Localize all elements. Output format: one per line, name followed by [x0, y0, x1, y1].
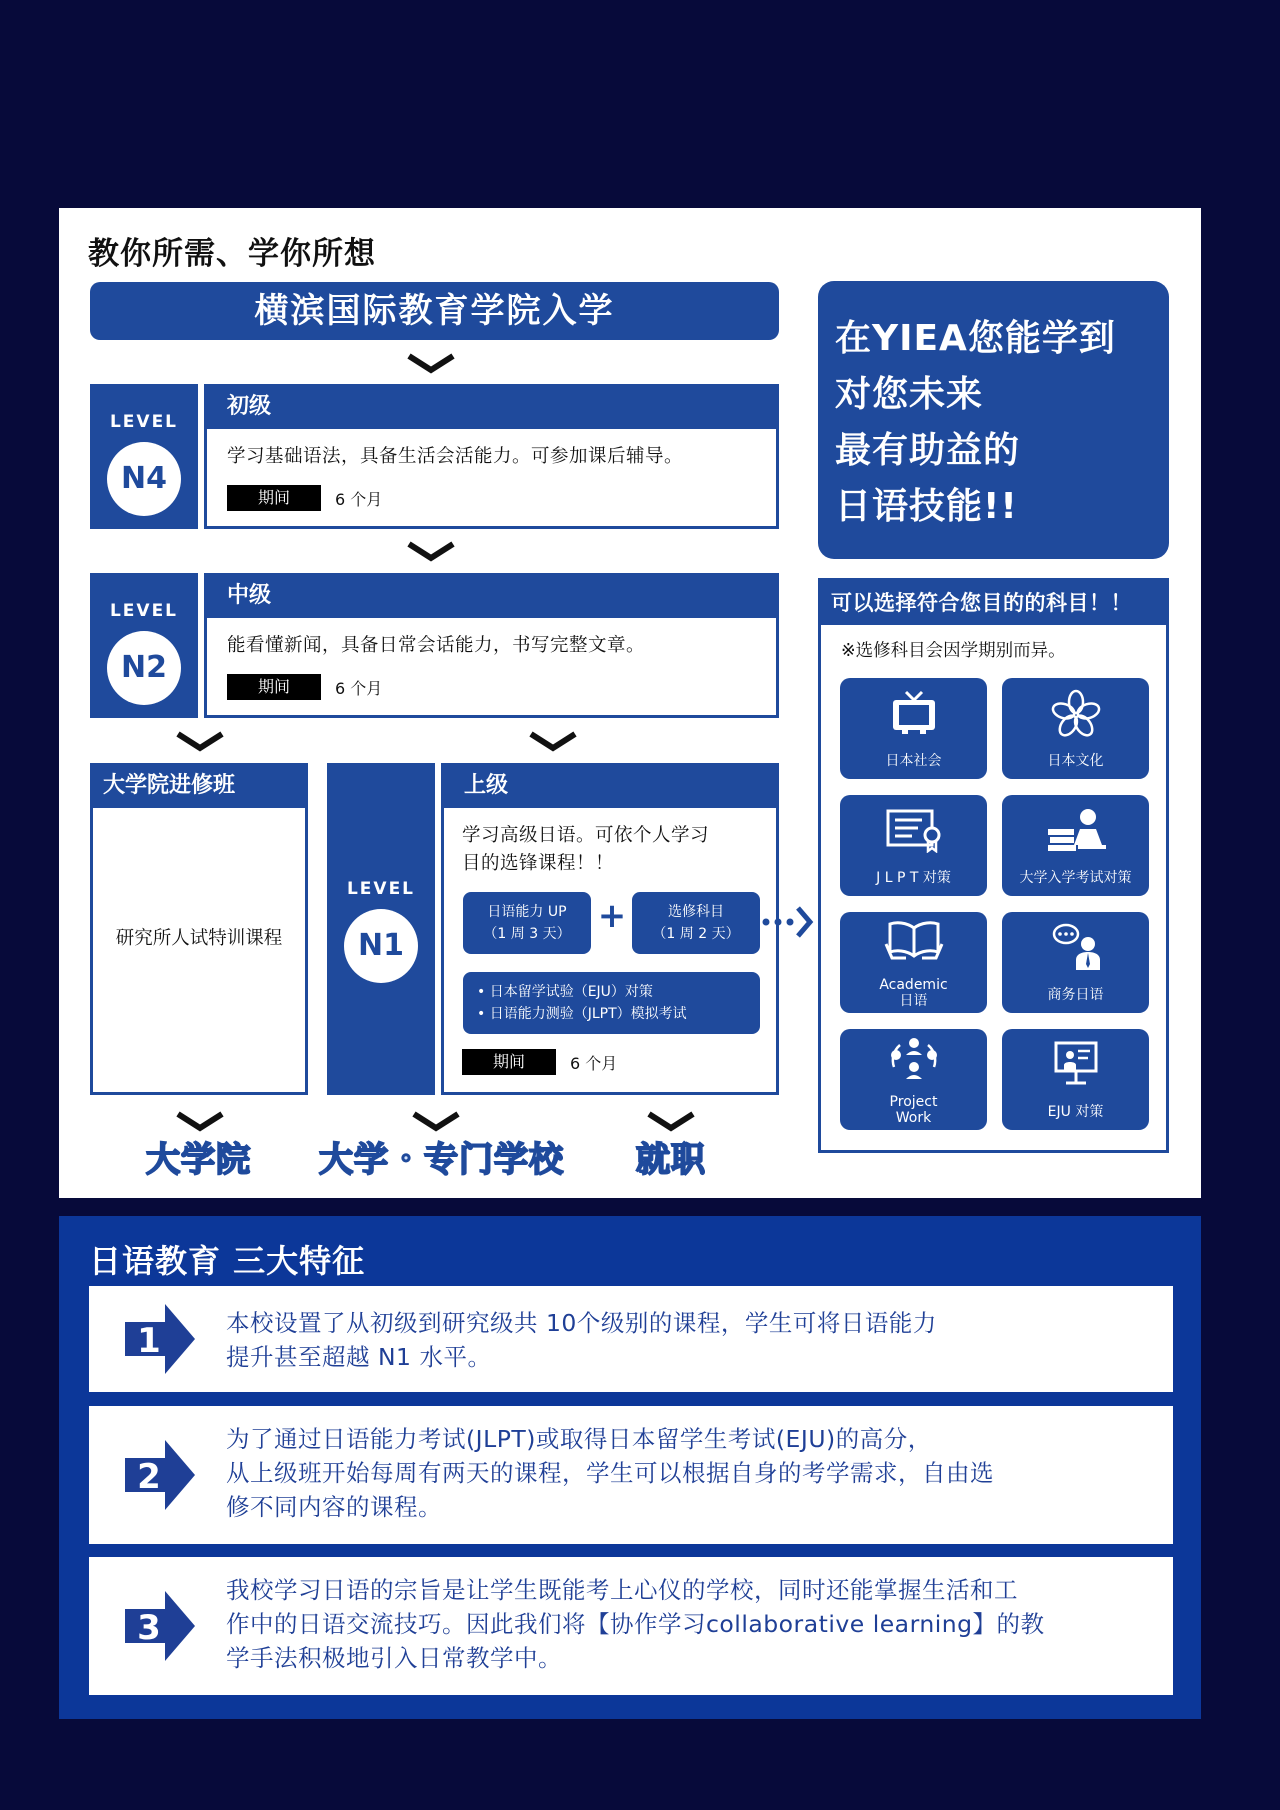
grad-prep-box [90, 763, 308, 1095]
level-n4-badge [90, 384, 198, 529]
study-icon [1044, 805, 1108, 853]
feature-line: 我校学习日语的宗旨是让学生既能考上心仪的学校，同时还能掌握生活和工 [226, 1576, 1018, 1604]
subject-business-japanese [1002, 912, 1149, 1013]
promo-box [818, 281, 1169, 559]
subject-label-line: Project [889, 1094, 938, 1110]
chevron-down-icon [174, 1110, 226, 1132]
chevron-down-icon [527, 730, 579, 752]
subject-label-line: 日语 [899, 993, 928, 1009]
feature-line: 本校设置了从初级到研究级共 10个级别的课程，学生可将日语能力 [226, 1309, 937, 1337]
period-tag: 期间 [227, 674, 321, 700]
number-arrow-icon [125, 1440, 197, 1510]
chevron-down-icon [405, 540, 457, 562]
feature-number: 3 [137, 1608, 161, 1648]
feature-number: 2 [137, 1457, 161, 1497]
open-book-icon [884, 918, 944, 962]
grad-prep-body: 研究所人试特训课程 [115, 928, 283, 949]
course-period [227, 674, 776, 700]
subject-label: 日本文化 [1047, 753, 1104, 769]
chevron-down-icon [410, 1110, 462, 1132]
level-label: LEVEL [109, 601, 179, 621]
promo-line: 日语技能!! [835, 486, 1018, 527]
number-arrow-icon [125, 1591, 197, 1661]
feature-text [226, 1573, 1113, 1675]
level-n1-badge [327, 763, 435, 1095]
destination-graduate-school: 大学院 [146, 1140, 251, 1180]
subject-label [840, 977, 987, 1009]
subject-university-entrance [1002, 795, 1149, 896]
course-n1 [441, 763, 779, 1095]
period-tag: 期间 [227, 485, 321, 511]
number-arrow-icon [125, 1304, 197, 1374]
promo-line: 在YIEA您能学到 [835, 318, 1116, 359]
feature-number: 1 [137, 1321, 161, 1361]
period-value: 6 个月 [335, 489, 383, 509]
electives-note: ※选修科目会因学期别而异。 [841, 641, 1066, 661]
entry-banner: 横滨国际教育学院入学 [90, 282, 779, 340]
tv-icon [888, 688, 940, 736]
page-headline: 教你所需、学你所想 [88, 236, 376, 272]
subject-label: 大学入学考试对策 [1019, 870, 1132, 886]
option-freq: （1 周 2 天） [652, 926, 740, 942]
subject-japanese-culture [1002, 678, 1149, 779]
feature-line: 为了通过日语能力考试(JLPT)或取得日本留学生考试(EJU)的高分， [226, 1425, 932, 1453]
feature-line: 修不同内容的课程。 [226, 1493, 442, 1521]
subject-academic-japanese [840, 912, 987, 1013]
subject-label-line: Work [895, 1110, 932, 1126]
option-label: 日语能力 UP [487, 904, 567, 920]
features-title: 日语教育 三大特征 [89, 1242, 366, 1280]
subject-label-line: Academic [879, 977, 948, 993]
promo-line: 最有助益的 [835, 430, 1021, 471]
course-title: 中级 [207, 576, 776, 618]
certificate-icon [884, 805, 944, 853]
period-tag: 期间 [462, 1049, 556, 1075]
course-desc [444, 808, 776, 878]
course-desc: 能看懂新闻，具备日常会话能力，书写完整文章。 [227, 635, 646, 656]
feature-item-1 [89, 1286, 1173, 1392]
feature-line: 提升甚至超越 N1 水平。 [226, 1343, 492, 1371]
subject-label: 日本社会 [885, 753, 942, 769]
course-n4 [204, 384, 779, 529]
chevron-down-icon [405, 352, 457, 374]
subject-eju [1002, 1029, 1149, 1130]
feature-line: 学手法积极地引入日常教学中。 [226, 1644, 562, 1672]
subject-label: J L P T 对策 [876, 870, 951, 886]
level-n1-circle: N1 [344, 909, 418, 983]
feature-item-3 [89, 1557, 1173, 1695]
plus-icon: + [597, 896, 627, 936]
destination-employment: 就职 [636, 1140, 706, 1180]
business-talk-icon [1046, 922, 1106, 972]
option-freq: （1 周 3 天） [483, 926, 571, 942]
subject-label: EJU 对策 [1047, 1104, 1104, 1120]
level-n2-circle: N2 [107, 631, 181, 705]
feature-line: 从上级班开始每周有两天的课程，学生可以根据自身的考学需求，自由选 [226, 1459, 994, 1487]
option-japanese-up [463, 892, 591, 954]
chevron-down-icon [174, 730, 226, 752]
feature-item-2 [89, 1406, 1173, 1544]
desc-line: 学习高级日语。可依个人学习 [462, 825, 710, 846]
dotted-arrow-icon [760, 904, 816, 940]
team-icon [886, 1035, 942, 1083]
presentation-icon [1050, 1039, 1102, 1087]
sakura-icon [1050, 688, 1102, 740]
period-value: 6 个月 [570, 1053, 618, 1073]
subject-label: 商务日语 [1047, 987, 1104, 1003]
level-n4-circle: N4 [107, 442, 181, 516]
feature-line: 作中的日语交流技巧。因此我们将【协作学习collaborative learning】的教 [226, 1610, 1045, 1638]
subject-label [840, 1094, 987, 1126]
subject-jlpt [840, 795, 987, 896]
course-title: 初级 [207, 387, 776, 429]
course-period [227, 485, 776, 511]
chevron-down-icon [645, 1110, 697, 1132]
feature-text [226, 1422, 1113, 1524]
destination-university: 大学・专门学校 [319, 1140, 564, 1180]
exam-bullet: • 日本留学试验（EJU）对策 [477, 984, 653, 1000]
level-label: LEVEL [346, 879, 416, 899]
subject-project-work [840, 1029, 987, 1130]
course-title: 上级 [444, 766, 776, 808]
subject-japanese-society [840, 678, 987, 779]
level-label: LEVEL [109, 412, 179, 432]
grad-prep-title: 大学院进修班 [93, 766, 305, 808]
course-desc: 学习基础语法，具备生活会活能力。可参加课后辅导。 [227, 446, 684, 467]
option-label: 选修科目 [668, 904, 724, 920]
exam-prep-box [463, 972, 760, 1034]
desc-line: 目的选锋课程！！ [462, 853, 615, 874]
level-n2-badge [90, 573, 198, 718]
period-value: 6 个月 [335, 678, 383, 698]
course-period [462, 1049, 617, 1075]
course-n2 [204, 573, 779, 718]
electives-title: 可以选择符合您目的的科目！！ [821, 581, 1166, 625]
feature-text [226, 1306, 1113, 1374]
option-electives [632, 892, 760, 954]
promo-line: 对您未来 [835, 374, 984, 415]
exam-bullet: • 日语能力测验（JLPT）模拟考试 [477, 1006, 687, 1022]
